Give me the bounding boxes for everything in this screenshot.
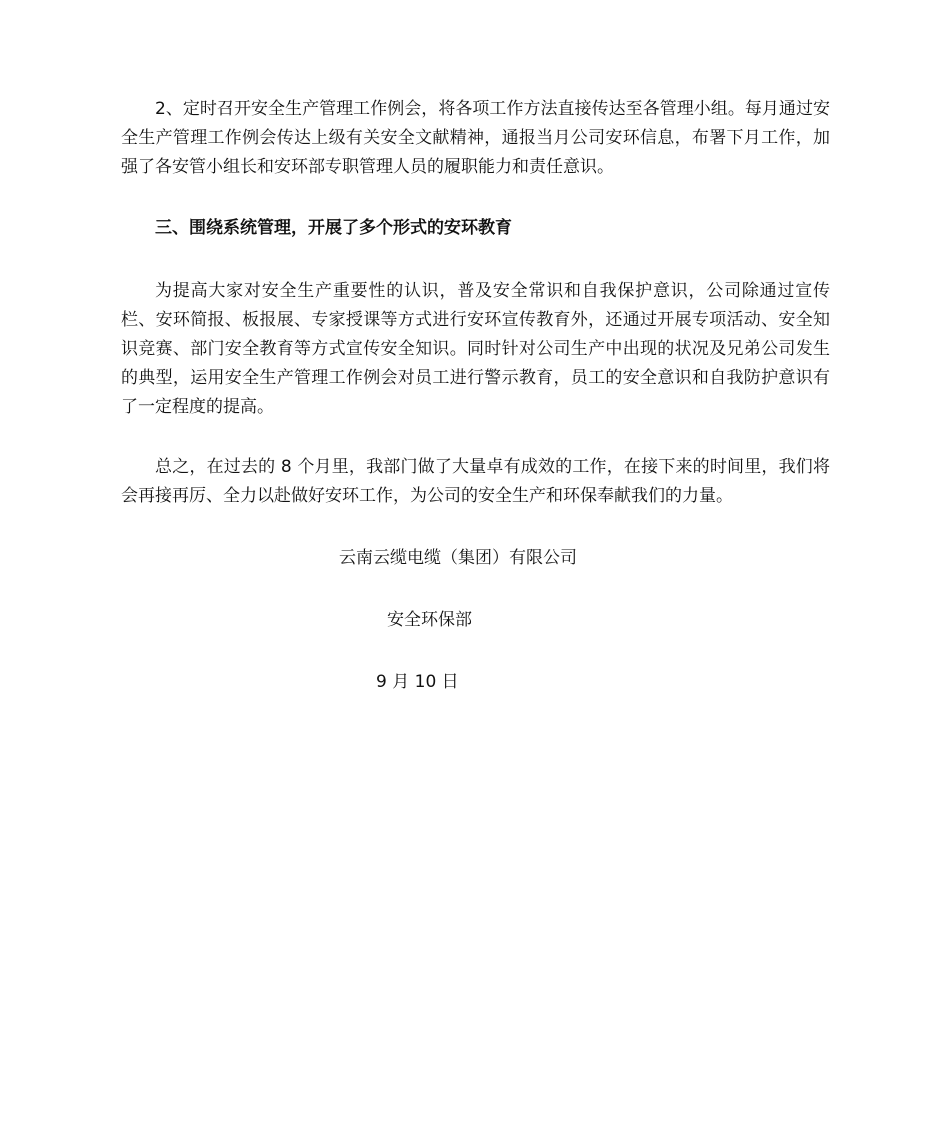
body-text-block: [121, 95, 830, 182]
section-heading-education: 三、围绕系统管理，开展了多个形式的安环教育: [155, 218, 512, 238]
body-text-block-2: [121, 277, 830, 422]
body-text-block-3: [121, 453, 830, 511]
signature-date: 9 月 10 日: [376, 672, 459, 692]
paragraph-regular-meetings: 2、定时召开安全生产管理工作例会，将各项工作方法直接传达至各管理小组。每月通过安全生产管理工作例会传达上级有关安全文献精神，通报当月公司安环信息，布署下月工作，加强了各安管小组长和安环部专职管理人员的履职能力和责任意识。: [121, 99, 830, 177]
paragraph-safety-education: 为提高大家对安全生产重要性的认识，普及安全常识和自我保护意识，公司除通过宣传栏、安环简报、板报展、专家授课等方式进行安环宣传教育外，还通过开展专项活动、安全知识竞赛、部门安全教育等方式宣传安全知识。同时针对公司生产中出现的状况及兄弟公司发生的典型，运用安全生产管理工作例会对员工进行警示教育，员工的安全意识和自我防护意识有了一定程度的提高。: [121, 281, 830, 417]
signature-company: 云南云缆电缆（集团）有限公司: [339, 548, 577, 568]
signature-department: 安全环保部: [387, 610, 472, 630]
paragraph-conclusion: 总之，在过去的 8 个月里，我部门做了大量卓有成效的工作，在接下来的时间里，我们将会再接再厉、全力以赴做好安环工作，为公司的安全生产和环保奉献我们的力量。: [121, 457, 830, 506]
